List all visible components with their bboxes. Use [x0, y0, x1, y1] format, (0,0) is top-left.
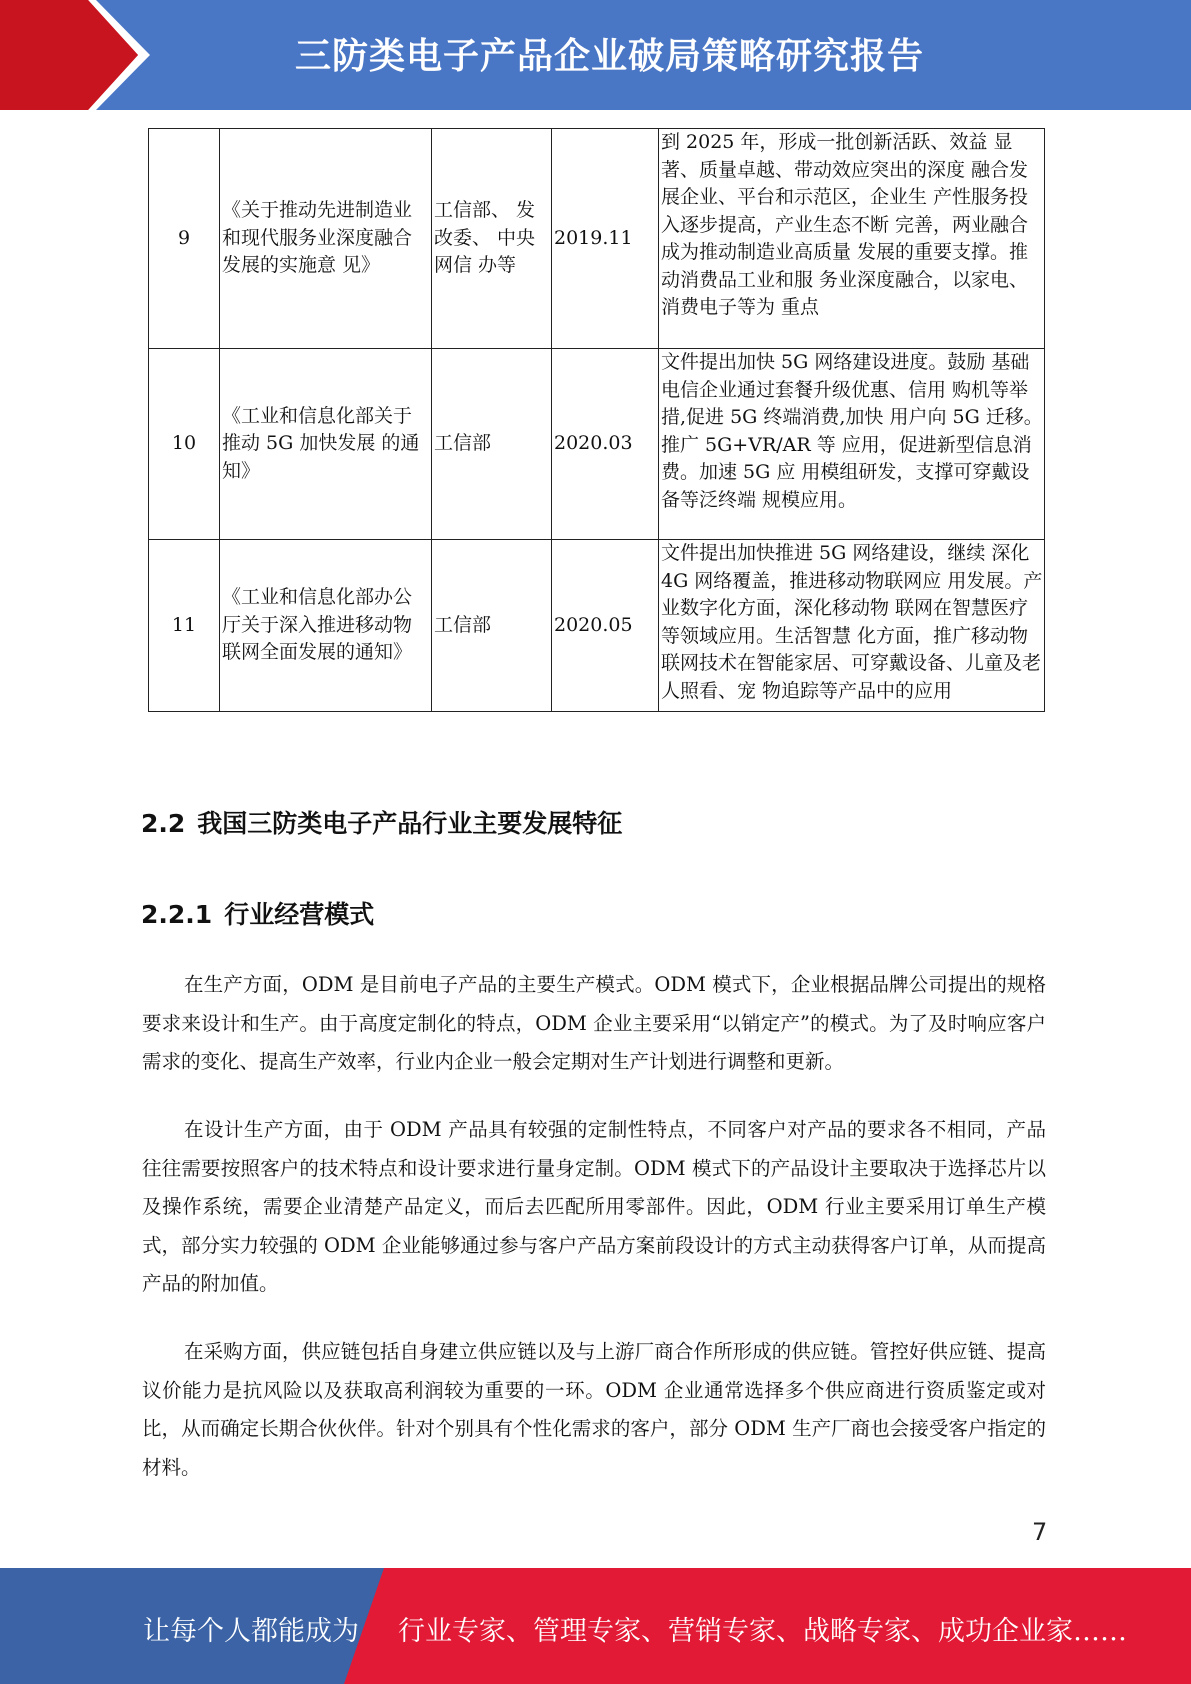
page-number: 7: [1032, 1518, 1048, 1546]
section-heading-2-2: [141, 804, 622, 840]
row-number: 11: [149, 540, 220, 712]
policy-name: 《工业和信息化部办公厅关于深入推进移动物联网全面发展的通知》: [220, 540, 432, 712]
section-number: 2.2.1: [141, 900, 213, 929]
policy-name: 《工业和信息化部关于推动 5G 加快发展 的通知》: [220, 349, 432, 540]
issue-date: 2020.05: [552, 540, 659, 712]
section-number: 2.2: [141, 809, 186, 838]
header-arrow-icon: [0, 0, 160, 110]
row-number: 10: [149, 349, 220, 540]
issuing-department: 工信部: [432, 540, 552, 712]
footer-slogan-left: 让每个人都能成为: [143, 1616, 359, 1647]
policy-description-cell: [659, 540, 1045, 712]
policy-table: [148, 128, 1045, 712]
report-footer: [0, 1568, 1191, 1684]
section-heading-2-2-1: [141, 895, 374, 931]
policy-description: 文件提出加快 5G 网络建设进度。鼓励 基础电信企业通过套餐升级优惠、信用 购机等举措,促进 5G 终端消费,加快 用户向 5G 迁移。推广 5G+VR/AR 等 应用，促进新型信息消费。加速 5G 应 用模组研发，支撑可穿戴设备等泛终端 规模应用。: [659, 349, 1045, 540]
issue-date: 2019.11: [552, 129, 659, 349]
report-title: 三防类电子产品企业破局策略研究报告: [295, 36, 925, 77]
issuing-department: 工信部、 发改委、 中央网信 办等: [432, 129, 552, 349]
table-row: [149, 540, 1045, 712]
section-title: 我国三防类电子产品行业主要发展特征: [197, 809, 623, 838]
issue-date: 2020.03: [552, 349, 659, 540]
table-row: [149, 129, 1045, 349]
policy-description: 到 2025 年，形成一批创新活跃、效益 显著、质量卓越、带动效应突出的深度 融合发展企业、平台和示范区，企业生 产性服务投入逐步提高，产业生态不断 完善，两业融合成为推动制造业高质量 发展的重要支撑。推动消费品工业和服 务业深度融合，以家电、消费电子等为 重点: [659, 129, 1045, 349]
footer-slogan-right: 行业专家、管理专家、营销专家、战略专家、成功企业家……: [398, 1616, 1127, 1647]
section-title: 行业经营模式: [224, 900, 375, 929]
policy-description: 文件提出加快推进 5G 网络建设，继续 深化 4G 网络覆盖，推进移动物联网应 用发展。产业数字化方面，深化移动物 联网在智慧医疗等领域应用。生活智慧 化方面，推广移动物联网技术在智能家居、可穿戴设备、儿童及老人照看、宠 物追踪等产品中的应用: [661, 542, 1043, 702]
row-number: 9: [149, 129, 220, 349]
issuing-department: 工信部: [432, 349, 552, 540]
paragraph-design: 在设计生产方面，由于 ODM 产品具有较强的定制性特点，不同客户对产品的要求各不相同，产品往往需要按照客户的技术特点和设计要求进行量身定制。ODM 模式下的产品设计主要取决于选择芯片以及操作系统，需要企业清楚产品定义，而后去匹配所用零部件。因此，ODM 行业主要采用订单生产模式，部分实力较强的 ODM 企业能够通过参与客户产品方案前段设计的方式主动获得客户订单，从而提高产品的附加值。: [142, 1118, 1046, 1295]
table-row: [149, 349, 1045, 540]
policy-name: 《关于推动先进制造业和现代服务业深度融合发展的实施意 见》: [220, 129, 432, 349]
report-header: [0, 0, 1191, 110]
paragraph-production: 在生产方面，ODM 是目前电子产品的主要生产模式。ODM 模式下，企业根据品牌公司提出的规格要求来设计和生产。由于高度定制化的特点，ODM 企业主要采用“以销定产”的模式。为了及时响应客户需求的变化、提高生产效率，行业内企业一般会定期对生产计划进行调整和更新。: [142, 973, 1046, 1073]
paragraph-procurement: 在采购方面，供应链包括自身建立供应链以及与上游厂商合作所形成的供应链。管控好供应链、提高议价能力是抗风险以及获取高利润较为重要的一环。ODM 企业通常选择多个供应商进行资质鉴定或对比，从而确定长期合伙伙伴。针对个别具有个性化需求的客户，部分 ODM 生产厂商也会接受客户指定的材料。: [142, 1340, 1046, 1479]
